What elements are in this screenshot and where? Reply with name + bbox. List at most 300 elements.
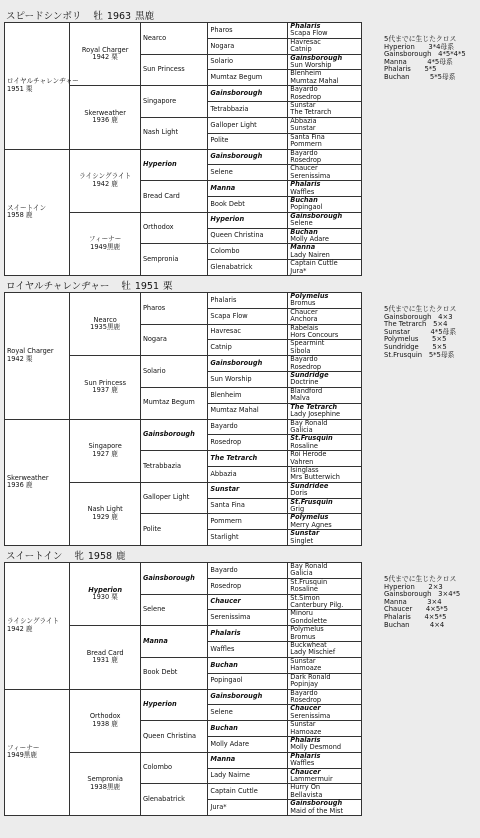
- gen5-cell: [288, 403, 362, 419]
- gen5-dam: The Tetrarch: [290, 108, 332, 117]
- gen5-cell: [288, 466, 362, 482]
- gen5-cell: [288, 721, 362, 737]
- gen5-cell: [288, 610, 362, 626]
- ancestor-name: Manna: [210, 183, 236, 192]
- gen5-sire: Abbazia: [290, 116, 317, 125]
- gen5-dam: Grig: [290, 504, 305, 513]
- gen5-sire: Havresac: [290, 37, 321, 46]
- ancestor-name: Gainsborough: [142, 430, 195, 439]
- gen3-cell: [140, 482, 207, 514]
- gen4-cell: [208, 117, 288, 133]
- gen4-cell: [208, 498, 288, 514]
- ancestor-name: Gainsborough: [210, 88, 263, 97]
- gen4-cell: [208, 673, 288, 689]
- ancestor-name: Mumtaz Mahal: [210, 406, 259, 415]
- gen5-sire: Sundridee: [290, 481, 329, 490]
- gen5-cell: [288, 514, 362, 530]
- ancestor-name: Chaucer: [210, 597, 241, 606]
- gen5-dam: Molly Desmond: [290, 743, 342, 752]
- gen4-cell: [208, 768, 288, 784]
- gen5-cell: [288, 340, 362, 356]
- ancestor-name: ライシングライト: [79, 172, 132, 181]
- gen5-cell: [288, 165, 362, 181]
- ancestor-name: Bread Card: [86, 648, 124, 657]
- gen5-sire: Dark Ronald: [290, 672, 331, 681]
- gen5-dam: Waffles: [290, 187, 315, 196]
- gen5-sire: St.Simon: [290, 593, 320, 602]
- gen5-cell: [288, 642, 362, 658]
- ancestor-name: Hyperion: [88, 585, 123, 594]
- pedigree-table: [4, 292, 362, 546]
- gen5-sire: Rabelais: [290, 323, 319, 332]
- ancestor-name: Nash Light: [142, 128, 179, 137]
- ancestor-name: Galloper Light: [142, 493, 190, 502]
- ancestor-name: Colombo: [210, 247, 240, 256]
- ancestor-name: Mumtaz Begum: [142, 398, 195, 407]
- ancestor-name: Gainsborough: [210, 692, 263, 701]
- year-color: 1937 鹿: [92, 386, 118, 395]
- gen5-dam: Popinjay: [290, 680, 319, 689]
- gen4-cell: [208, 324, 288, 340]
- gen5-dam: Sunstar: [290, 124, 316, 133]
- ancestor-name: Bayardo: [210, 422, 238, 431]
- cross-line: Chaucer 4×5*5: [384, 605, 448, 614]
- gen5-cell: [288, 705, 362, 721]
- ancestor-name: Phalaris: [210, 295, 237, 304]
- ancestor-name: Skerweather: [84, 108, 126, 117]
- ancestor-name: Molly Adare: [210, 739, 250, 748]
- gen5-sire: Sunstar: [290, 529, 320, 538]
- gen4-cell: [208, 38, 288, 54]
- gen4-cell: [208, 387, 288, 403]
- year-color: 1929 鹿: [92, 512, 118, 521]
- gen5-sire: Chaucer: [290, 767, 321, 776]
- inbreeding-note: [384, 576, 460, 629]
- gen3-cell: [140, 54, 207, 86]
- gen2-cell: [70, 482, 141, 545]
- gen5-sire: Captain Cuttle: [290, 259, 338, 268]
- gen3-cell: [140, 657, 207, 689]
- ancestor-name: Tetrabbazia: [142, 461, 181, 470]
- gen5-dam: Popingaol: [290, 203, 323, 212]
- table-row: [5, 293, 362, 309]
- gen4-cell: [208, 563, 288, 579]
- gen5-dam: Doris: [290, 489, 308, 498]
- gen5-sire: Phalaris: [290, 22, 321, 30]
- gen5-cell: [288, 356, 362, 372]
- gen5-sire: Sunstar: [290, 101, 316, 110]
- gen5-cell: [288, 228, 362, 244]
- gen5-cell: [288, 387, 362, 403]
- gen4-cell: [208, 466, 288, 482]
- gen5-dam: Sun Worship: [290, 61, 332, 70]
- note-heading: 5代までに生じたクロス: [384, 305, 457, 313]
- cross-line: Gainsborough 4×3: [384, 312, 453, 321]
- gen3-cell: [140, 181, 207, 213]
- ancestor-name: Sempronia: [142, 254, 179, 263]
- sire-name: ライシングライト: [7, 617, 60, 626]
- gen4-cell: [208, 212, 288, 228]
- gen5-cell: [288, 768, 362, 784]
- cross-line: Sunstar 4*5母系: [384, 327, 457, 336]
- gen5-dam: Rosedrop: [290, 92, 322, 101]
- horse-year: 1951: [134, 281, 160, 292]
- dam-cell: [5, 419, 70, 546]
- horse-sex: 牝: [74, 551, 84, 562]
- gen5-dam: Serenissima: [290, 711, 331, 720]
- ancestor-name: Solario: [210, 57, 234, 66]
- gen5-dam: Bromus: [290, 632, 316, 641]
- ancestor-name: Singapore: [142, 96, 177, 105]
- gen2-cell: [70, 86, 141, 149]
- ancestor-name: Sempronia: [87, 775, 123, 784]
- gen3-cell: [140, 594, 207, 626]
- gen3-cell: [140, 419, 207, 451]
- ancestor-name: Nogara: [142, 335, 167, 344]
- ancestor-name: Rosedrop: [210, 581, 242, 590]
- cross-line: The Tetrarch 5×4: [384, 320, 448, 329]
- gen5-sire: Manna: [290, 243, 316, 252]
- gen4-cell: [208, 578, 288, 594]
- gen4-cell: [208, 784, 288, 800]
- gen3-cell: [140, 689, 207, 721]
- gen5-sire: Blandford: [290, 386, 323, 395]
- ancestor-name: Gainsborough: [142, 573, 195, 582]
- ancestor-name: Nogara: [210, 41, 235, 50]
- gen5-sire: Buchan: [290, 227, 318, 236]
- year-color: 1936 鹿: [7, 481, 33, 490]
- cross-line: Hyperion 3*4母系: [384, 42, 455, 51]
- ancestor-name: Santa Fina: [210, 501, 245, 510]
- year-color: 1935黒鹿: [90, 323, 121, 332]
- ancestor-name: Havresac: [210, 327, 242, 336]
- year-color: 1938 鹿: [92, 719, 118, 728]
- gen5-sire: Bayardo: [290, 688, 318, 697]
- horse-color: 鹿: [116, 551, 126, 562]
- year-color: 1938黒鹿: [90, 782, 121, 791]
- gen4-cell: [208, 356, 288, 372]
- gen4-cell: [208, 642, 288, 658]
- ancestor-name: Serenissima: [210, 613, 251, 622]
- gen5-cell: [288, 498, 362, 514]
- year-color: 1931 鹿: [92, 656, 118, 665]
- gen5-dam: Pommern: [290, 140, 322, 149]
- gen4-cell: [208, 149, 288, 165]
- gen5-sire: Chaucer: [290, 164, 318, 173]
- ancestor-name: Phalaris: [210, 628, 241, 637]
- gen5-dam: Gondolette: [290, 616, 327, 625]
- gen3-cell: [140, 387, 207, 419]
- gen5-sire: Minoru: [290, 609, 313, 618]
- gen5-dam: Hors Concours: [290, 331, 339, 340]
- ancestor-name: Starlight: [210, 532, 239, 541]
- gen5-sire: Bay Ronald: [290, 562, 328, 570]
- gen5-cell: [288, 86, 362, 102]
- gen3-cell: [140, 784, 207, 816]
- gen5-sire: Spearmint: [290, 339, 325, 348]
- cross-line: Phalaris 5*5: [384, 65, 437, 74]
- gen2-cell: [70, 293, 141, 356]
- year-color: 1936 鹿: [92, 116, 118, 125]
- gen4-cell: [208, 244, 288, 260]
- gen5-sire: St.Frusquin: [290, 434, 333, 443]
- ancestor-name: Sun Princess: [142, 65, 185, 74]
- gen4-cell: [208, 530, 288, 546]
- ancestor-name: Colombo: [142, 763, 173, 772]
- gen5-cell: [288, 212, 362, 228]
- gen4-cell: [208, 689, 288, 705]
- gen5-dam: Bellavista: [290, 790, 323, 799]
- ancestor-name: Abbazia: [210, 469, 237, 478]
- horse-name: スイートイン: [6, 551, 63, 562]
- ancestor-name: Scapa Flow: [210, 311, 248, 320]
- ancestor-name: Orthodox: [142, 223, 174, 232]
- gen5-sire: Buchan: [290, 195, 318, 204]
- ancestor-name: Orthodox: [89, 712, 121, 721]
- gen5-dam: Jura*: [290, 266, 307, 275]
- inbreeding-note: [384, 306, 456, 359]
- year-color: 1949黒鹿: [90, 242, 121, 251]
- table-row: [5, 149, 362, 165]
- ancestor-name: Selene: [210, 708, 233, 717]
- cross-line: St.Frusquin 5*5母系: [384, 350, 455, 359]
- gen5-dam: Rosedrop: [290, 695, 322, 704]
- ancestor-name: Singapore: [88, 442, 122, 451]
- gen5-sire: Sunstar: [290, 720, 316, 729]
- gen2-cell: [70, 752, 141, 815]
- gen5-cell: [288, 293, 362, 309]
- gen5-sire: Gainsborough: [290, 799, 343, 808]
- ancestor-name: フィーナー: [88, 235, 122, 244]
- gen3-cell: [140, 86, 207, 118]
- gen5-cell: [288, 133, 362, 149]
- gen5-sire: St.Frusquin: [290, 577, 328, 586]
- gen5-dam: Lady Nairen: [290, 250, 330, 259]
- note-heading: 5代までに生じたクロス: [384, 575, 457, 583]
- gen4-cell: [208, 594, 288, 610]
- ancestor-name: Nash Light: [87, 505, 123, 514]
- gen5-sire: Bayardo: [290, 85, 318, 94]
- pedigree-table: [4, 22, 362, 276]
- ancestor-name: The Tetrarch: [210, 453, 258, 462]
- gen3-cell: [140, 356, 207, 388]
- gen5-cell: [288, 736, 362, 752]
- year-color: 1942 栗: [7, 354, 33, 363]
- ancestor-name: Sun Princess: [84, 378, 127, 387]
- dam-name: Skerweather: [7, 473, 49, 482]
- gen5-cell: [288, 752, 362, 768]
- ancestor-name: Hyperion: [142, 160, 177, 169]
- gen5-dam: Merry Agnes: [290, 520, 332, 529]
- gen5-dam: Bromus: [290, 299, 316, 308]
- gen3-cell: [140, 626, 207, 658]
- horse-sex: 牡: [93, 11, 103, 22]
- gen5-dam: Molly Adare: [290, 234, 329, 243]
- gen3-cell: [140, 563, 207, 595]
- dam-cell: [5, 689, 70, 816]
- year-color: 1942 栗: [92, 53, 118, 62]
- gen4-cell: [208, 102, 288, 118]
- table-row: [5, 23, 362, 39]
- gen2-cell: [70, 689, 141, 752]
- gen5-cell: [288, 530, 362, 546]
- sire-cell: [5, 293, 70, 420]
- gen5-sire: Bayardo: [290, 148, 318, 157]
- gen5-dam: Vahren: [290, 457, 314, 466]
- cross-line: Buchan 5*5母系: [384, 72, 456, 81]
- gen5-dam: Anchora: [290, 315, 318, 324]
- ancestor-name: Book Debt: [142, 668, 178, 677]
- gen5-dam: Waffles: [290, 759, 315, 768]
- ancestor-name: Queen Christina: [142, 731, 197, 740]
- ancestor-name: Blenheim: [210, 390, 242, 399]
- gen4-cell: [208, 403, 288, 419]
- ancestor-name: Gainsborough: [210, 358, 263, 367]
- ancestor-name: Sun Worship: [210, 374, 252, 383]
- gen4-cell: [208, 482, 288, 498]
- gen4-cell: [208, 514, 288, 530]
- gen3-cell: [140, 514, 207, 546]
- dam-name: フィーナー: [7, 743, 40, 752]
- sire-name: Royal Charger: [7, 347, 54, 356]
- gen2-cell: [70, 419, 141, 482]
- dam-cell: [5, 149, 70, 276]
- gen4-cell: [208, 293, 288, 309]
- gen5-dam: Maid of the Mist: [290, 806, 344, 815]
- sire-cell: [5, 23, 79, 150]
- sire-cell: [5, 563, 70, 690]
- gen4-cell: [208, 626, 288, 642]
- gen3-cell: [140, 117, 207, 149]
- gen5-dam: Malva: [290, 394, 310, 403]
- gen5-dam: Rosedrop: [290, 362, 322, 371]
- gen5-cell: [288, 102, 362, 118]
- gen5-sire: Phalaris: [290, 180, 321, 189]
- horse-sex: 牡: [121, 281, 131, 292]
- gen5-cell: [288, 372, 362, 388]
- gen5-sire: Polymelus: [290, 292, 329, 300]
- gen5-cell: [288, 54, 362, 70]
- gen5-sire: The Tetrarch: [290, 402, 338, 411]
- gen5-cell: [288, 419, 362, 435]
- gen5-cell: [288, 23, 362, 39]
- ancestor-name: Queen Christina: [210, 231, 264, 240]
- gen4-cell: [208, 752, 288, 768]
- ancestor-name: Tetrabbazia: [210, 104, 249, 113]
- gen5-dam: Mumtaz Mahal: [290, 76, 339, 85]
- gen5-sire: Blenheim: [290, 69, 322, 78]
- ancestor-name: Galloper Light: [210, 120, 257, 129]
- note-heading: 5代までに生じたクロス: [384, 35, 457, 43]
- gen5-dam: Serenissima: [290, 171, 331, 180]
- gen5-dam: Lammermuir: [290, 774, 333, 783]
- gen5-sire: Chaucer: [290, 704, 321, 713]
- gen4-cell: [208, 721, 288, 737]
- cross-line: Phalaris 4×5*5: [384, 612, 447, 621]
- gen3-cell: [140, 451, 207, 483]
- gen5-dam: Sibola: [290, 346, 311, 355]
- ancestor-name: Pharos: [142, 303, 166, 312]
- ancestor-name: Manna: [210, 755, 236, 764]
- dam-name: スイートイン: [7, 203, 47, 212]
- gen5-sire: Phalaris: [290, 735, 321, 744]
- ancestor-name: Manna: [142, 636, 168, 645]
- gen4-cell: [208, 419, 288, 435]
- gen5-dam: Lady Josephine: [290, 410, 341, 419]
- ancestor-name: Solario: [142, 366, 166, 375]
- gen5-dam: Canterbury Pilg.: [290, 601, 344, 610]
- section-title: [6, 278, 173, 292]
- gen2-cell: [70, 23, 141, 86]
- gen5-cell: [288, 594, 362, 610]
- gen4-cell: [208, 86, 288, 102]
- gen5-cell: [288, 800, 362, 816]
- gen2-cell: [70, 563, 141, 626]
- gen5-sire: Santa Fina: [290, 132, 325, 141]
- gen5-cell: [288, 117, 362, 133]
- ancestor-name: Pharos: [210, 25, 233, 34]
- ancestor-name: Popingaol: [210, 676, 243, 685]
- ancestor-name: Sunstar: [210, 485, 240, 494]
- gen5-cell: [288, 689, 362, 705]
- ancestor-name: Lady Nairne: [210, 771, 250, 780]
- gen5-sire: Buckwheat: [290, 641, 327, 650]
- ancestor-name: Hyperion: [142, 700, 177, 709]
- gen5-cell: [288, 149, 362, 165]
- horse-color: 栗: [163, 281, 173, 292]
- year-color: 1942 鹿: [7, 624, 33, 633]
- gen3-cell: [140, 721, 207, 753]
- gen5-cell: [288, 563, 362, 579]
- inbreeding-note: [384, 36, 466, 82]
- ancestor-name: Nearco: [93, 315, 117, 324]
- gen4-cell: [208, 181, 288, 197]
- gen5-cell: [288, 181, 362, 197]
- gen5-cell: [288, 657, 362, 673]
- gen5-cell: [288, 784, 362, 800]
- ancestor-name: Glenabatrick: [210, 262, 253, 271]
- gen5-sire: Gainsborough: [290, 211, 343, 220]
- year-color: 1958 鹿: [7, 211, 33, 220]
- gen5-dam: Mrs Butterwich: [290, 473, 340, 482]
- cross-line: Manna 4*5母系: [384, 57, 453, 66]
- gen5-dam: Selene: [290, 219, 313, 228]
- gen2-cell: [70, 149, 141, 212]
- gen3-cell: [140, 23, 207, 55]
- gen4-cell: [208, 54, 288, 70]
- gen5-sire: St.Frusquin: [290, 497, 333, 506]
- sire-name: ロイヤルチャレンヂャー: [7, 77, 79, 86]
- gen4-cell: [208, 451, 288, 467]
- gen5-sire: Roi Herode: [290, 450, 327, 459]
- gen3-cell: [140, 244, 207, 276]
- gen5-sire: Polymelus: [290, 513, 329, 522]
- ancestor-name: Mumtaz Begum: [210, 73, 263, 82]
- gen5-sire: Gainsborough: [290, 53, 343, 62]
- gen5-cell: [288, 70, 362, 86]
- ancestor-name: Waffles: [210, 644, 235, 653]
- ancestor-name: Glenabatrick: [142, 794, 185, 803]
- ancestor-name: Catnip: [210, 343, 232, 352]
- gen5-dam: Rosaline: [290, 441, 318, 450]
- year-color: 1942 鹿: [92, 179, 118, 188]
- gen5-dam: Lady Mischief: [290, 648, 336, 657]
- gen4-cell: [208, 308, 288, 324]
- gen5-cell: [288, 260, 362, 276]
- gen5-dam: Hamoaze: [290, 727, 322, 736]
- gen5-dam: Rosaline: [290, 585, 318, 594]
- year-color: 1930 栗: [92, 593, 118, 602]
